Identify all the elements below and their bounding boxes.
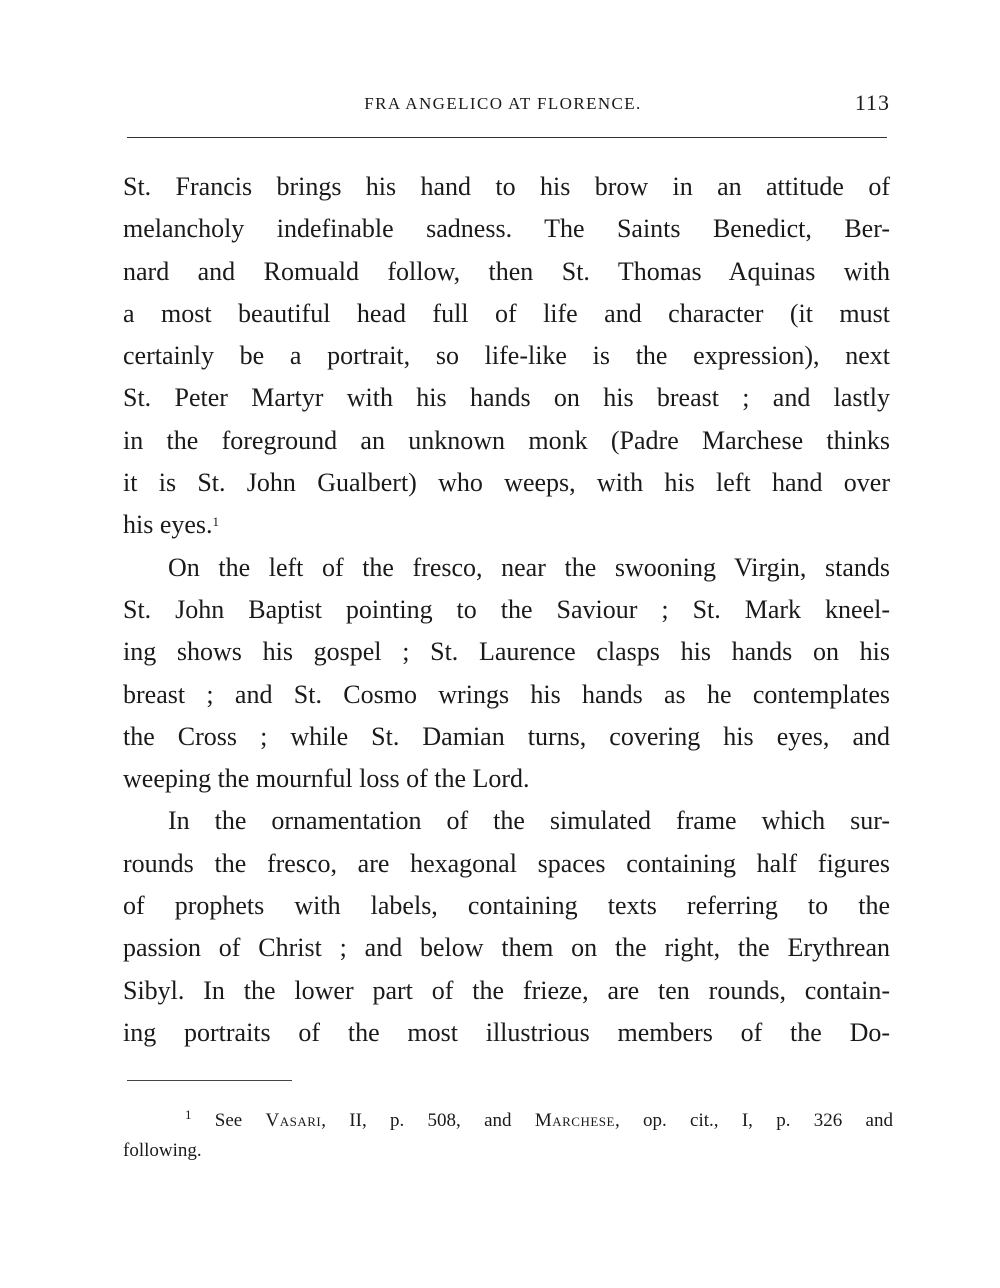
text-line: In the ornamentation of the simulated frame which sur- [168, 806, 890, 836]
text-line: certainly be a portrait, so life-like is the expression), next [123, 341, 890, 371]
text-line: St. Peter Martyr with his hands on his breast ; and lastly [123, 383, 890, 413]
text-line: a most beautiful head full of life and character (it must [123, 298, 890, 328]
paragraph-3 [123, 800, 890, 1054]
text-line [123, 504, 890, 546]
text-line: melancholy indefinable sadness. The Saints Benedict, Ber- [123, 214, 890, 244]
text-line: of prophets with labels, containing texts referring to the [123, 891, 890, 921]
text-line: the Cross ; while St. Damian turns, covering his eyes, and [123, 721, 890, 751]
running-header-title: FRA ANGELICO AT FLORENCE. [364, 94, 642, 113]
text-line: rounds the fresco, are hexagonal spaces containing half figures [123, 848, 890, 878]
text-fragment: his eyes. [123, 510, 213, 540]
footnote-text: See [214, 1110, 243, 1131]
footnote-text: , II, p. 508, and [321, 1110, 512, 1131]
footnote-author: Vasari [265, 1110, 322, 1131]
text-line: nard and Romuald follow, then St. Thomas Aquinas with [123, 256, 890, 286]
paragraph-1 [123, 166, 890, 547]
footnote-line: following. [123, 1140, 202, 1161]
text-line: ing portraits of the most illustrious members of the Do- [123, 1017, 890, 1047]
text-line: breast ; and St. Cosmo wrings his hands as he contemplates [123, 679, 890, 709]
text-line: St. Francis brings his hand to his brow in an attitude of [123, 172, 890, 201]
body-text [123, 166, 890, 1054]
text-line: in the foreground an unknown monk (Padre Marchese thinks [123, 425, 890, 455]
footnote-mark: 1 [185, 1107, 192, 1122]
page-number: 113 [854, 90, 890, 115]
text-line: On the left of the fresco, near the swooning Virgin, stands [168, 552, 890, 582]
footnote-reference[interactable]: 1 [212, 514, 220, 530]
footnote-text: , op. cit., I, p. 326 and [614, 1110, 893, 1131]
text-line: it is St. John Gualbert) who weeps, with his left hand over [123, 468, 890, 498]
text-line: Sibyl. In the lower part of the frieze, are ten rounds, contain- [123, 975, 890, 1005]
paragraph-2 [123, 547, 890, 801]
footnote-rule [127, 1080, 292, 1081]
footnote [123, 1106, 893, 1166]
text-line: St. John Baptist pointing to the Saviour ; St. Mark kneel- [123, 594, 890, 624]
footnote-line [123, 1106, 893, 1136]
text-line: passion of Christ ; and below them on the right, the Erythrean [123, 933, 890, 963]
header-rule [127, 137, 887, 138]
text-line: weeping the mournful loss of the Lord. [123, 764, 530, 794]
text-line: ing shows his gospel ; St. Laurence clasps his hands on his [123, 637, 890, 667]
footnote-author: Marchese [534, 1110, 615, 1131]
